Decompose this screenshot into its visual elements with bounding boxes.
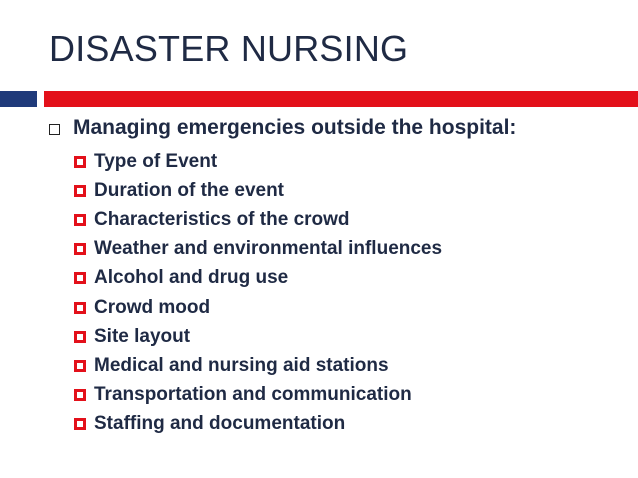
accent-bar-blue	[0, 91, 37, 107]
sub-bullet-list	[74, 147, 442, 439]
red-square-bullet-icon	[74, 360, 86, 372]
red-square-bullet-icon	[74, 272, 86, 284]
red-square-bullet-icon	[74, 331, 86, 343]
red-square-bullet-icon	[74, 185, 86, 197]
sub-bullet-text: Alcohol and drug use	[94, 267, 289, 289]
red-square-bullet-icon	[74, 156, 86, 168]
red-square-bullet-icon	[74, 302, 86, 314]
sub-bullet-text: Weather and environmental influences	[94, 238, 443, 260]
sub-bullet-item	[74, 264, 442, 293]
hollow-square-icon	[49, 124, 60, 135]
sub-bullet-text: Staffing and documentation	[94, 413, 346, 435]
sub-bullet-text: Transportation and communication	[94, 384, 412, 406]
slide-title: DISASTER NURSING	[49, 28, 409, 69]
sub-bullet-text: Site layout	[94, 325, 191, 347]
sub-bullet-text: Duration of the event	[94, 179, 285, 201]
sub-bullet-item	[74, 381, 442, 410]
sub-bullet-text: Type of Event	[94, 150, 218, 172]
red-square-bullet-icon	[74, 389, 86, 401]
sub-bullet-item	[74, 147, 442, 176]
sub-bullet-item	[74, 293, 442, 322]
sub-bullet-item	[74, 322, 442, 351]
red-square-bullet-icon	[74, 214, 86, 226]
main-bullet-item	[49, 116, 516, 140]
main-bullet-text: Managing emergencies outside the hospital:	[73, 116, 517, 139]
sub-bullet-item	[74, 410, 442, 439]
sub-bullet-item	[74, 176, 442, 205]
red-square-bullet-icon	[74, 418, 86, 430]
red-square-bullet-icon	[74, 243, 86, 255]
sub-bullet-item	[74, 351, 442, 380]
sub-bullet-text: Medical and nursing aid stations	[94, 354, 389, 376]
accent-bar-red	[44, 91, 638, 107]
sub-bullet-item	[74, 235, 442, 264]
sub-bullet-item	[74, 205, 442, 234]
sub-bullet-text: Crowd mood	[94, 296, 211, 318]
sub-bullet-text: Characteristics of the crowd	[94, 208, 350, 230]
